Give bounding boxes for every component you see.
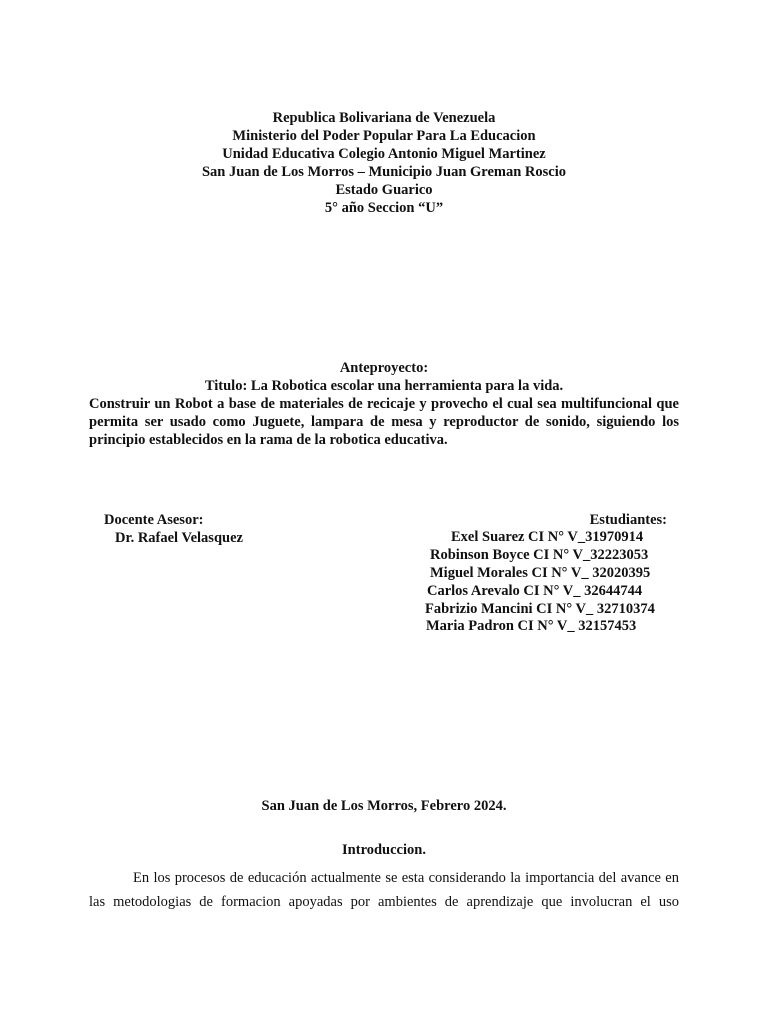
header-line-school: Unidad Educativa Colegio Antonio Miguel Martinez <box>222 146 546 162</box>
advisor-label: Docente Asesor: <box>104 512 204 528</box>
students-list <box>0 529 768 636</box>
header-line-ministry: Ministerio del Poder Popular Para La Educacion <box>232 128 536 144</box>
header-line-section: 5° año Seccion “U” <box>324 200 444 216</box>
introduction-paragraph <box>89 866 679 914</box>
student-item: Carlos Arevalo CI N° V_ 32644744 <box>427 582 643 599</box>
student-item: Miguel Morales CI N° V_ 32020395 <box>430 564 651 581</box>
anteproyecto-label: Anteproyecto: <box>339 360 429 376</box>
student-item: Maria Padron CI N° V_ 32157453 <box>426 618 637 635</box>
place-date-line: San Juan de Los Morros, Febrero 2024. <box>261 798 507 814</box>
student-item: Fabrizio Mancini CI N° V_ 32710374 <box>425 600 655 617</box>
student-item: Exel Suarez CI N° V_31970914 <box>451 529 644 545</box>
header-line-republic: Republica Bolivariana de Venezuela <box>272 110 496 126</box>
anteproyecto-heading <box>0 359 768 395</box>
student-item: Robinson Boyce CI N° V_32223053 <box>430 546 649 563</box>
students-label: Estudiantes: <box>589 512 667 528</box>
project-title: Titulo: La Robotica escolar una herramienta para la vida. <box>204 378 564 394</box>
advisor-name: Dr. Rafael Velasquez <box>115 530 243 546</box>
header-line-state: Estado Guarico <box>335 182 433 198</box>
introduction-text: En los procesos de educación actualmente se esta considerando la importancia del avance en las metodologias de formacion apoyadas por ambientes de aprendizaje que involucran el uso <box>89 870 679 910</box>
institution-header <box>0 109 768 217</box>
introduction-title: Introduccion. <box>342 842 426 858</box>
header-line-municipality: San Juan de Los Morros – Municipio Juan Greman Roscio <box>201 164 567 180</box>
project-objective: Construir un Robot a base de materiales de recicaje y provecho el cual sea multifuncional que permita ser usado como Juguete, lampara de mesa y reproductor de sonido, siguiendo los principio establecidos en la rama de la robotica educativa. <box>89 396 679 448</box>
